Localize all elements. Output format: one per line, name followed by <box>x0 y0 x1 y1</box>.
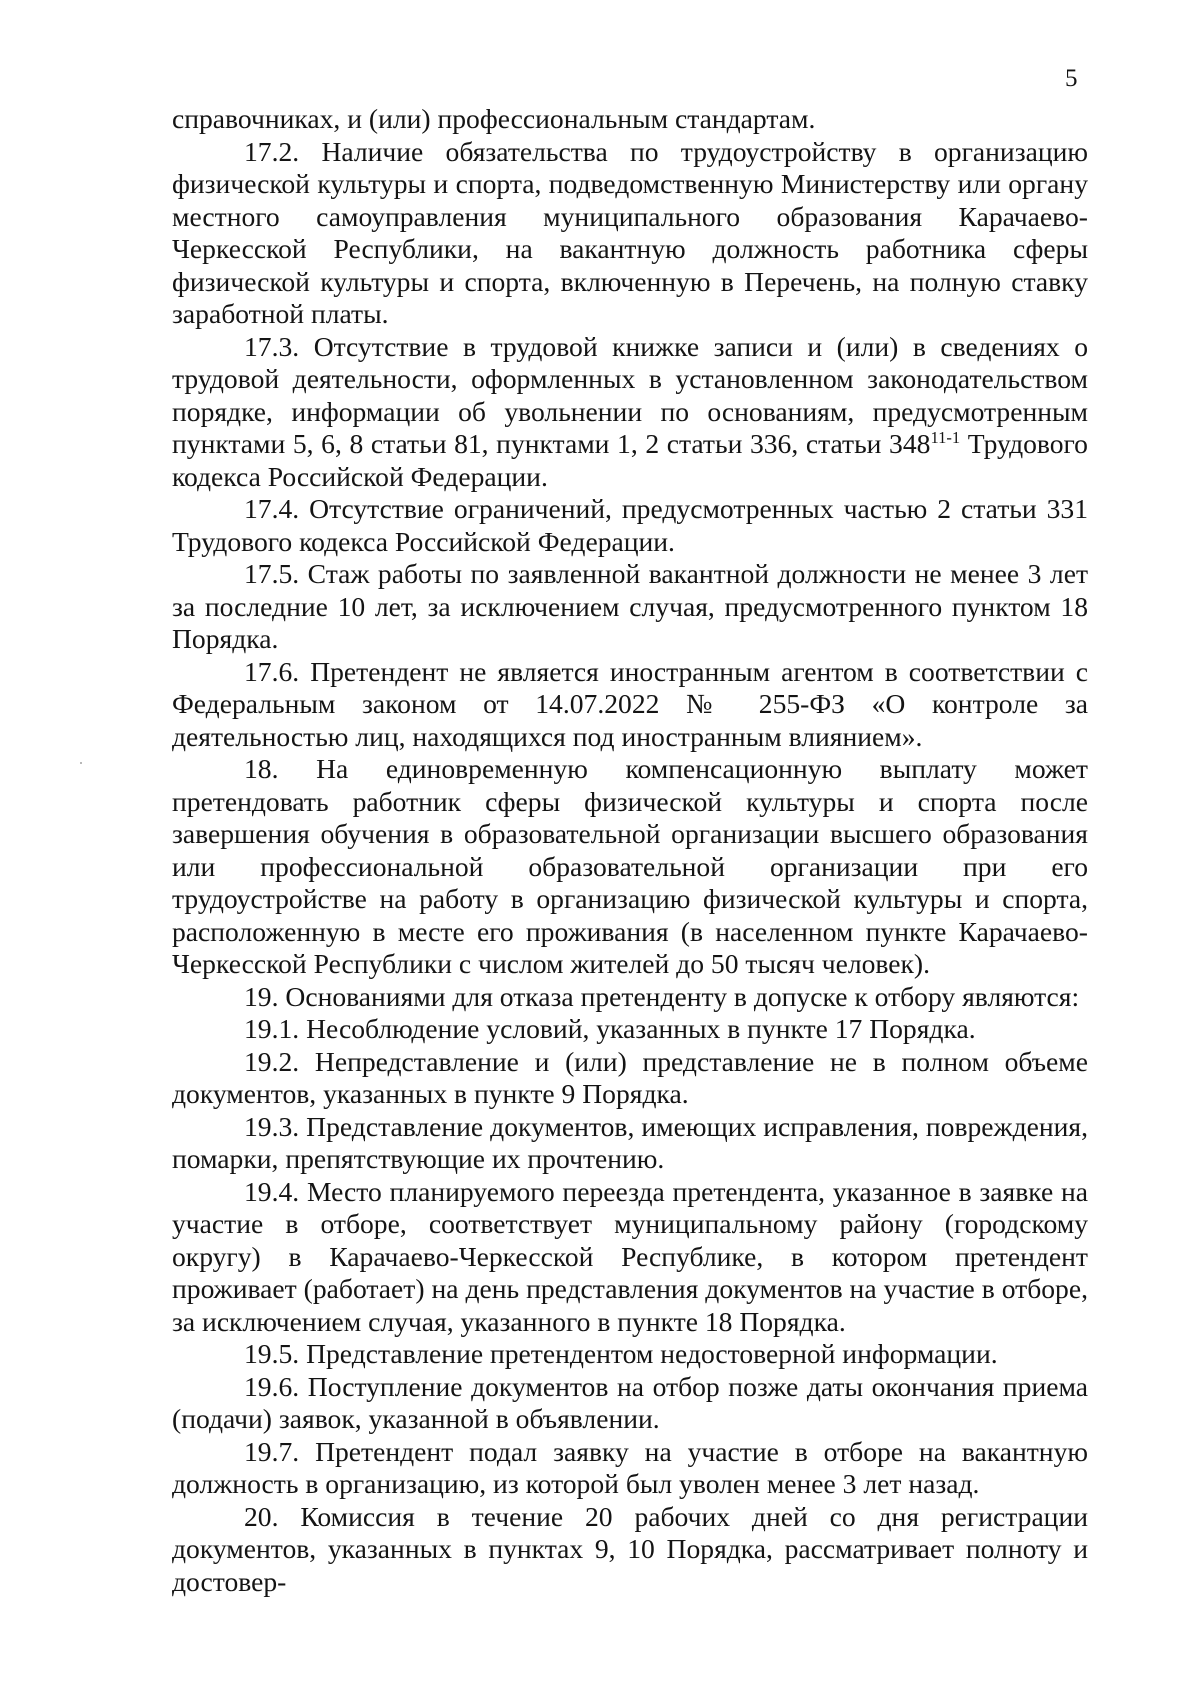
paragraph-19-2: 19.2. Непредставление и (или) представление не в полном объеме документов, указанных в пункте 9 Порядка. <box>172 1045 1088 1109</box>
paragraph-17-3-text-end: Трудового кодекса Российской Федерации. <box>172 428 1088 492</box>
scan-speck <box>80 762 82 764</box>
paragraph-19-3: 19.3. Представление документов, имеющих исправления, повреждения, помарки, препятствующие их прочтению. <box>172 1110 1088 1174</box>
paragraph-20: 20. Комиссия в течение 20 рабочих дней со дня регистрации документов, указанных в пунктах 9, 10 Порядка, рассматривает полноту и достовер- <box>172 1500 1088 1597</box>
paragraph-17-3 <box>172 331 1088 494</box>
paragraph-18: 18. На единовременную компенсационную выплату может претендовать работник сферы физической культуры и спорта после завершения обучения в образовательной организации высшего образования или профессиональной образовательной организации при его трудоустройстве на работу в организацию физической культуры и спорта, расположенную в месте его проживания (в населенном пункте Карачаево-Черкесской Республики с числом жителей до 50 тысяч человек). <box>172 753 1088 979</box>
paragraph-19-1: 19.1. Несоблюдение условий, указанных в пункте 17 Порядка. <box>244 1013 976 1044</box>
document-body <box>172 103 1088 1598</box>
paragraph-17-6: 17.6. Претендент не является иностранным агентом в соответствии с Федеральным законом от 14.07.2022 № 255-ФЗ «О контроле за деятельностью лиц, находящихся под иностранным влиянием». <box>172 655 1088 752</box>
paragraph-19: 19. Основаниями для отказа претенденту в допуске к отбору являются: <box>244 980 1080 1012</box>
paragraph-17-5: 17.5. Стаж работы по заявленной вакантной должности не менее 3 лет за последние 10 лет, за исключением случая, предусмотренного пунктом 18 Порядка. <box>172 558 1088 654</box>
paragraph-19-4: 19.4. Место планируемого переезда претендента, указанное в заявке на участие в отборе, соответствует муниципальному району (городскому округу) в Карачаево-Черкесской Республике, в котором претендент проживает (работает) на день представления документов на участие в отборе, за исключением случая, указанного в пункте 18 Порядка. <box>172 1175 1088 1337</box>
article-superscript: 11-1 <box>930 427 961 447</box>
paragraph-17-4: 17.4. Отсутствие ограничений, предусмотренных частью 2 статьи 331 Трудового кодекса Российской Федерации. <box>172 493 1088 557</box>
paragraph-17-3-text: 17.3. Отсутствие в трудовой книжке записи и (или) в сведениях о трудовой деятельности, оформленных в установленном законодательством порядке, информации об увольнении по основаниям, предусмотренным пунктами 5, 6, 8 статьи 81, пунктами 1, 2 статьи 336, статьи 348 <box>172 330 1088 459</box>
paragraph-19-5: 19.5. Представление претендентом недостоверной информации. <box>244 1338 998 1369</box>
paragraph-19-7: 19.7. Претендент подал заявку на участие в отборе на вакантную должность в организацию, из которой был уволен менее 3 лет назад. <box>172 1435 1088 1499</box>
paragraph-17-2: 17.2. Наличие обязательства по трудоустройству в организацию физической культуры и спорта, подведомственную Министерству или органу местного самоуправления муниципального образования Карачаево-Черкесской Республики, на вакантную должность работника сферы физической культуры и спорта, включенную в Перечень, на полную ставку заработной платы. <box>172 135 1088 329</box>
page-number: 5 <box>1065 65 1078 92</box>
paragraph-19-6: 19.6. Поступление документов на отбор позже даты окончания приема (подачи) заявок, указанной в объявлении. <box>172 1370 1088 1434</box>
paragraph-continuation: справочниках, и (или) профессиональным стандартам. <box>172 103 816 134</box>
